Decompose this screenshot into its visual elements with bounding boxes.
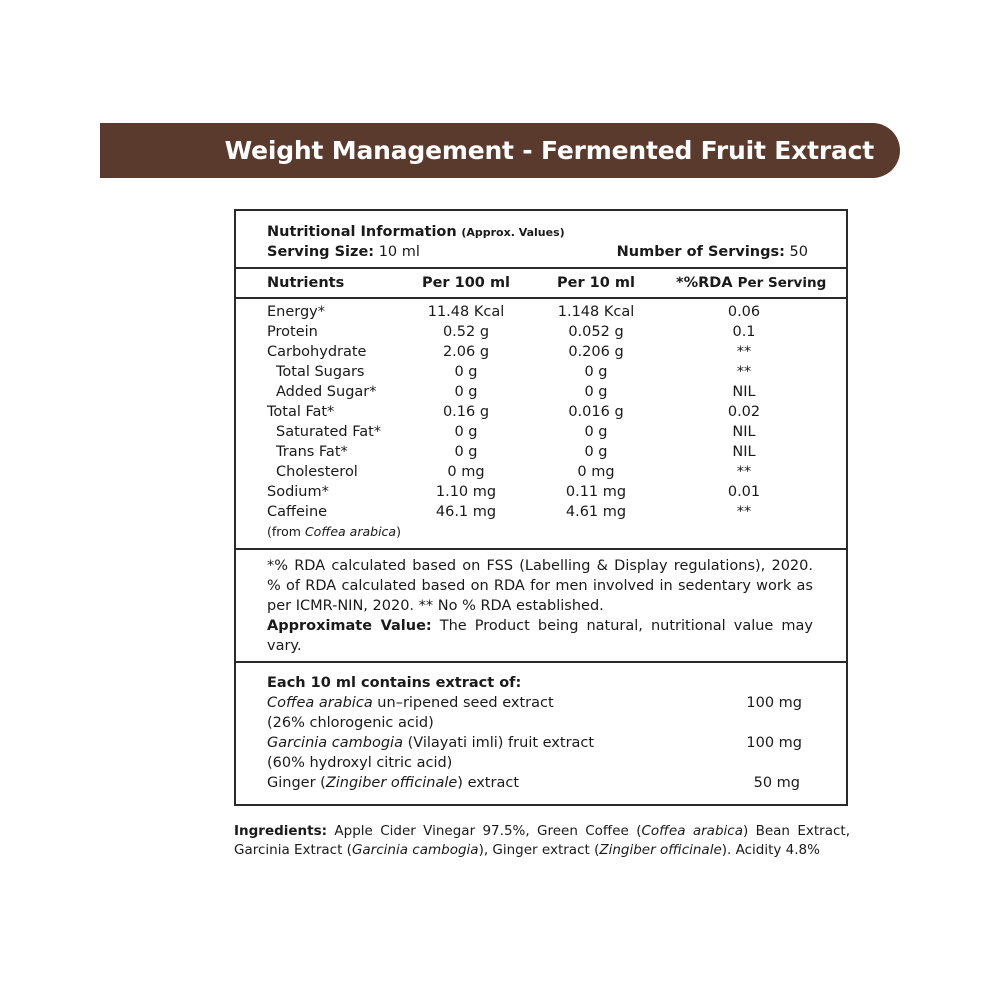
extract-amount: 100 mg [746,695,802,711]
extract-amount: 100 mg [746,735,802,751]
title-banner [100,123,900,178]
table-row: Trans Fat* 0 g 0 g NIL [276,444,756,460]
table-row: Total Fat* 0.16 g 0.016 g 0.02 [267,404,761,420]
extract-heading: Each 10 ml contains extract of: [267,675,522,691]
col-header-per10: Per 10 ml [557,275,635,291]
nutrition-panel [234,209,848,806]
table-row: Caffeine 46.1 mg 4.61 mg ** [267,504,752,520]
col-header-nutrients: Nutrients [267,275,345,291]
table-row: Total Sugars 0 g 0 g ** [276,364,752,380]
divider [236,661,846,663]
divider [236,297,846,299]
serving-size: Serving Size: 10 ml [267,244,420,260]
panel-heading: Nutritional Information (Approx. Values) [267,224,565,240]
extract-note: (60% hydroxyl citric acid) [267,755,453,771]
table-row: Protein 0.52 g 0.052 g 0.1 [267,324,756,340]
extract-note: (26% chlorogenic acid) [267,715,434,731]
extract-item: Garcinia cambogia (Vilayati imli) fruit extract [267,735,595,751]
extract-amount: 50 mg [753,775,800,791]
table-row: Cholesterol 0 mg 0 mg ** [276,464,752,480]
table-row: Carbohydrate 2.06 g 0.206 g ** [267,344,752,360]
heading-note: (Approx. Values) [461,226,565,239]
page-title: Weight Management - Fermented Fruit Extract [224,136,874,165]
extract-item: Ginger (Zingiber officinale) extract [267,775,519,791]
table-row: Saturated Fat* 0 g 0 g NIL [276,424,756,440]
number-of-servings: Number of Servings: 50 [616,244,808,260]
table-row: Sodium* 1.10 mg 0.11 mg 0.01 [267,484,761,500]
rda-note: *% RDA calculated based on FSS (Labelling & Display regulations), 2020. % of RDA calculated based on RDA for men involved in sedentary work as per ICMR-NIN, 2020. ** No % RDA established. [267,558,813,614]
divider [236,267,846,269]
table-row: Added Sugar* 0 g 0 g NIL [276,384,756,400]
divider [236,548,846,550]
ingredients-text: Ingredients: Apple Cider Vinegar 97.5%, Green Coffee (Coffea arabica) Bean Extract, Garcinia Extract (Garcinia cambogia), Ginger extract (Zingiber officinale). Acidity 4.8% [234,823,850,858]
caffeine-source: (from Coffea arabica) [267,524,401,539]
column-headers [236,273,846,293]
approximate-value-note: Approximate Value: The Product being natural, nutritional value may vary. [267,618,813,654]
table-row: Energy* 11.48 Kcal 1.148 Kcal 0.06 [267,304,761,320]
extract-item: Coffea arabica un–ripened seed extract [267,695,554,711]
col-header-rda: *%RDA Per Serving [676,275,827,291]
col-header-per100: Per 100 ml [421,275,511,291]
